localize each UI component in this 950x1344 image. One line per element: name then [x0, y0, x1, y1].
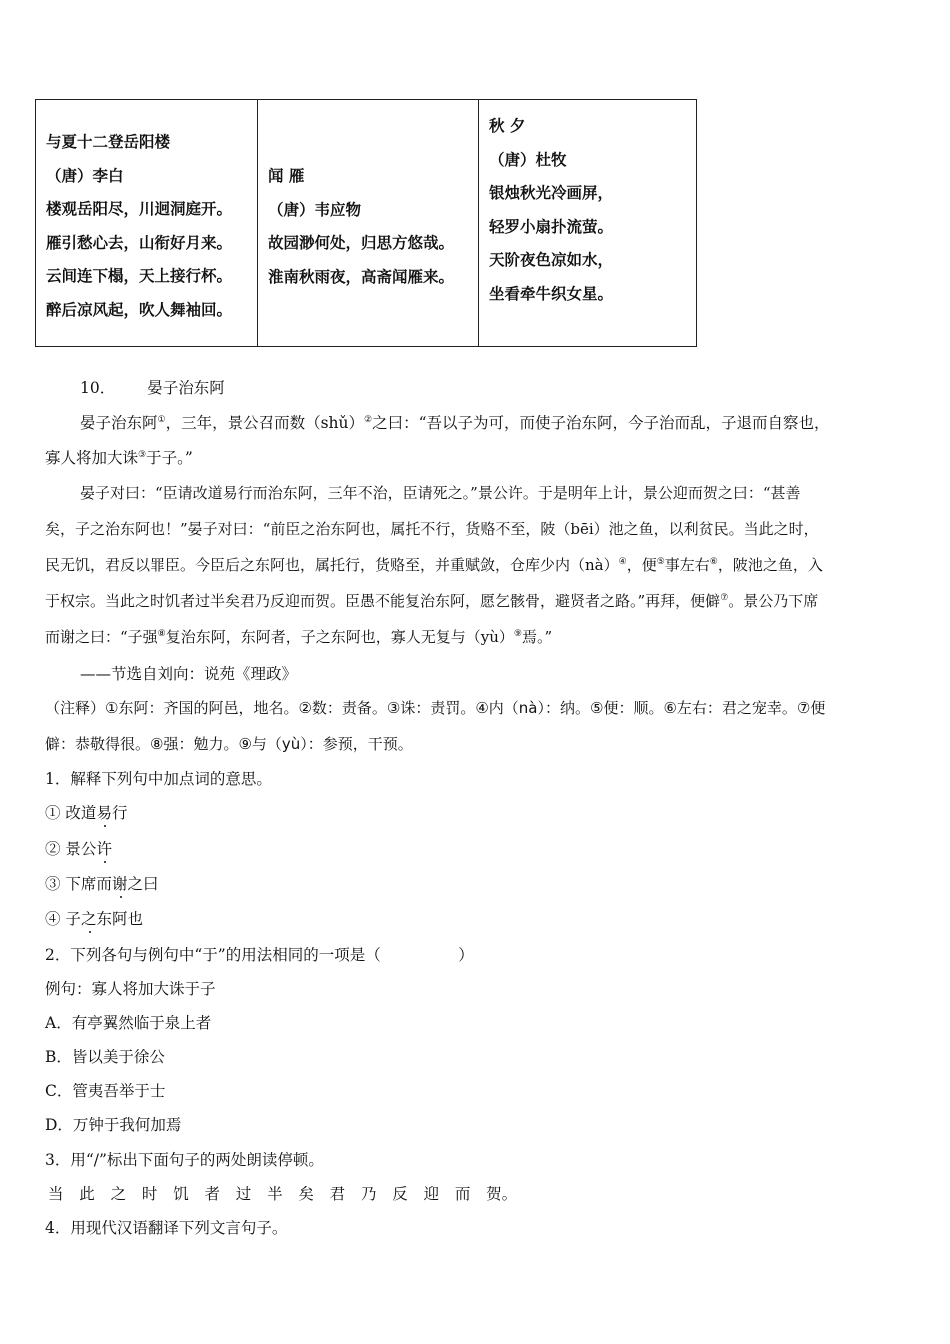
q1-item: ④ 子之东阿也 [45, 907, 143, 929]
poem-author: （唐）韦应物 [268, 200, 362, 219]
dotted-char: 之 [81, 907, 97, 929]
q1-item: ② 景公许 [45, 837, 112, 859]
dotted-char: 易 [96, 801, 112, 823]
poem-line: 雁引愁心去，山衔好月来。 [46, 233, 233, 252]
passage-line: 于权宗。当此之时饥者过半矣君乃反迎而贺。臣愚不能复治东阿，愿乞骸骨，避贤者之路。”再拜，便僻⑦。景公乃下席 [45, 592, 819, 610]
q2-option-a[interactable]: A．有亭翼然临于泉上者 [45, 1014, 212, 1032]
poem-line: 故园渺何处，归思方悠哉。 [268, 234, 455, 252]
q3-sentence: 当 此 之 时 饥 者 过 半 矣 君 乃 反 迎 而 贺。 [48, 1185, 518, 1203]
question-3: 3．用“/”标出下面句子的两处朗读停顿。 [45, 1151, 324, 1169]
poem-line: 天阶夜色凉如水， [489, 251, 614, 269]
poem-line: 淮南秋雨夜，高斋闻雁来。 [268, 267, 455, 286]
passage-line: 晏子治东阿①，三年，景公召而数（shǔ）②之曰：“吾以子为可，而使子治东阿，今子治而乱，子退而自察也， [80, 414, 830, 432]
poem-line: 云间连下榻，天上接行杯。 [46, 267, 233, 285]
passage-line: 寡人将加大诛③于子。” [45, 449, 193, 467]
dotted-char: 谢 [112, 872, 128, 894]
dotted-char: 许 [96, 837, 112, 859]
q1-item: ③ 下席而谢之曰 [45, 872, 158, 894]
q2-option-b[interactable]: B．皆以美于徐公 [45, 1048, 165, 1066]
poem-cell-2 [257, 100, 478, 346]
poem-line: 银烛秋光冷画屏， [489, 184, 614, 202]
passage-line: 矣，子之治东阿也！”晏子对曰：“前臣之治东阿也，属托不行，货赂不至，陂（bēi）池之鱼，以利贫民。当此之时， [45, 520, 819, 538]
poem-line: 楼观岳阳尽，川迥洞庭开。 [46, 200, 233, 218]
poem-cell-1 [36, 100, 257, 346]
q1-item: ① 改道易行 [45, 801, 127, 823]
q2-option-d[interactable]: D．万钟于我何加焉 [45, 1116, 182, 1134]
passage-heading [80, 376, 225, 398]
passage-source: ——节选自刘向：说苑《理政》 [80, 665, 298, 683]
passage-line: 而谢之曰：“子强⑧复治东阿，东阿者，子之东阿也，寡人无复与（yù）⑨焉。” [45, 628, 553, 646]
question-1: 1．解释下列句中加点词的意思。 [45, 770, 272, 788]
poem-cell-3 [478, 100, 696, 346]
poem-title: 与夏十二登岳阳楼 [46, 133, 171, 151]
poem-line: 轻罗小扇扑流萤。 [489, 217, 614, 236]
question-2: 2．下列各句与例句中“于”的用法相同的一项是（ ） [45, 946, 474, 964]
poem-author: （唐）李白 [46, 166, 124, 185]
poem-line: 醉后凉风起，吹人舞袖回。 [46, 300, 233, 319]
q2-example: 例句：寡人将加大诛于子 [45, 980, 216, 998]
annotation-line: 僻：恭敬得很。⑧强：勉力。⑨与（yù）：参预，干预。 [45, 735, 413, 753]
question-4: 4．用现代汉语翻译下列文言句子。 [45, 1219, 288, 1237]
question-number: 10． [80, 379, 116, 397]
poem-title: 闻 雁 [268, 167, 305, 185]
poem-line: 坐看牵牛织女星。 [489, 284, 614, 303]
poem-table [35, 99, 697, 347]
passage-line: 晏子对曰：“臣请改道易行而治东阿，三年不治，臣请死之。”景公许。于是明年上计，景公迎而贺之曰：“甚善 [80, 484, 801, 502]
passage-line: 民无饥，君反以罪臣。今臣后之东阿也，属托行，货赂至，并重赋敛，仓库少内（nà）④，便⑤事左右⑥，陂池之鱼，入 [45, 556, 823, 574]
passage-title: 晏子治东阿 [147, 379, 225, 397]
q2-option-c[interactable]: C．管夷吾举于士 [45, 1082, 166, 1100]
poem-title: 秋 夕 [489, 117, 526, 135]
poem-author: （唐）杜牧 [489, 150, 567, 169]
annotation-line: （注释）①东阿：齐国的阿邑，地名。②数：责备。③诛：责罚。④内（nà）：纳。⑤便：顺。⑥左右：君之宠幸。⑦便 [45, 699, 826, 717]
